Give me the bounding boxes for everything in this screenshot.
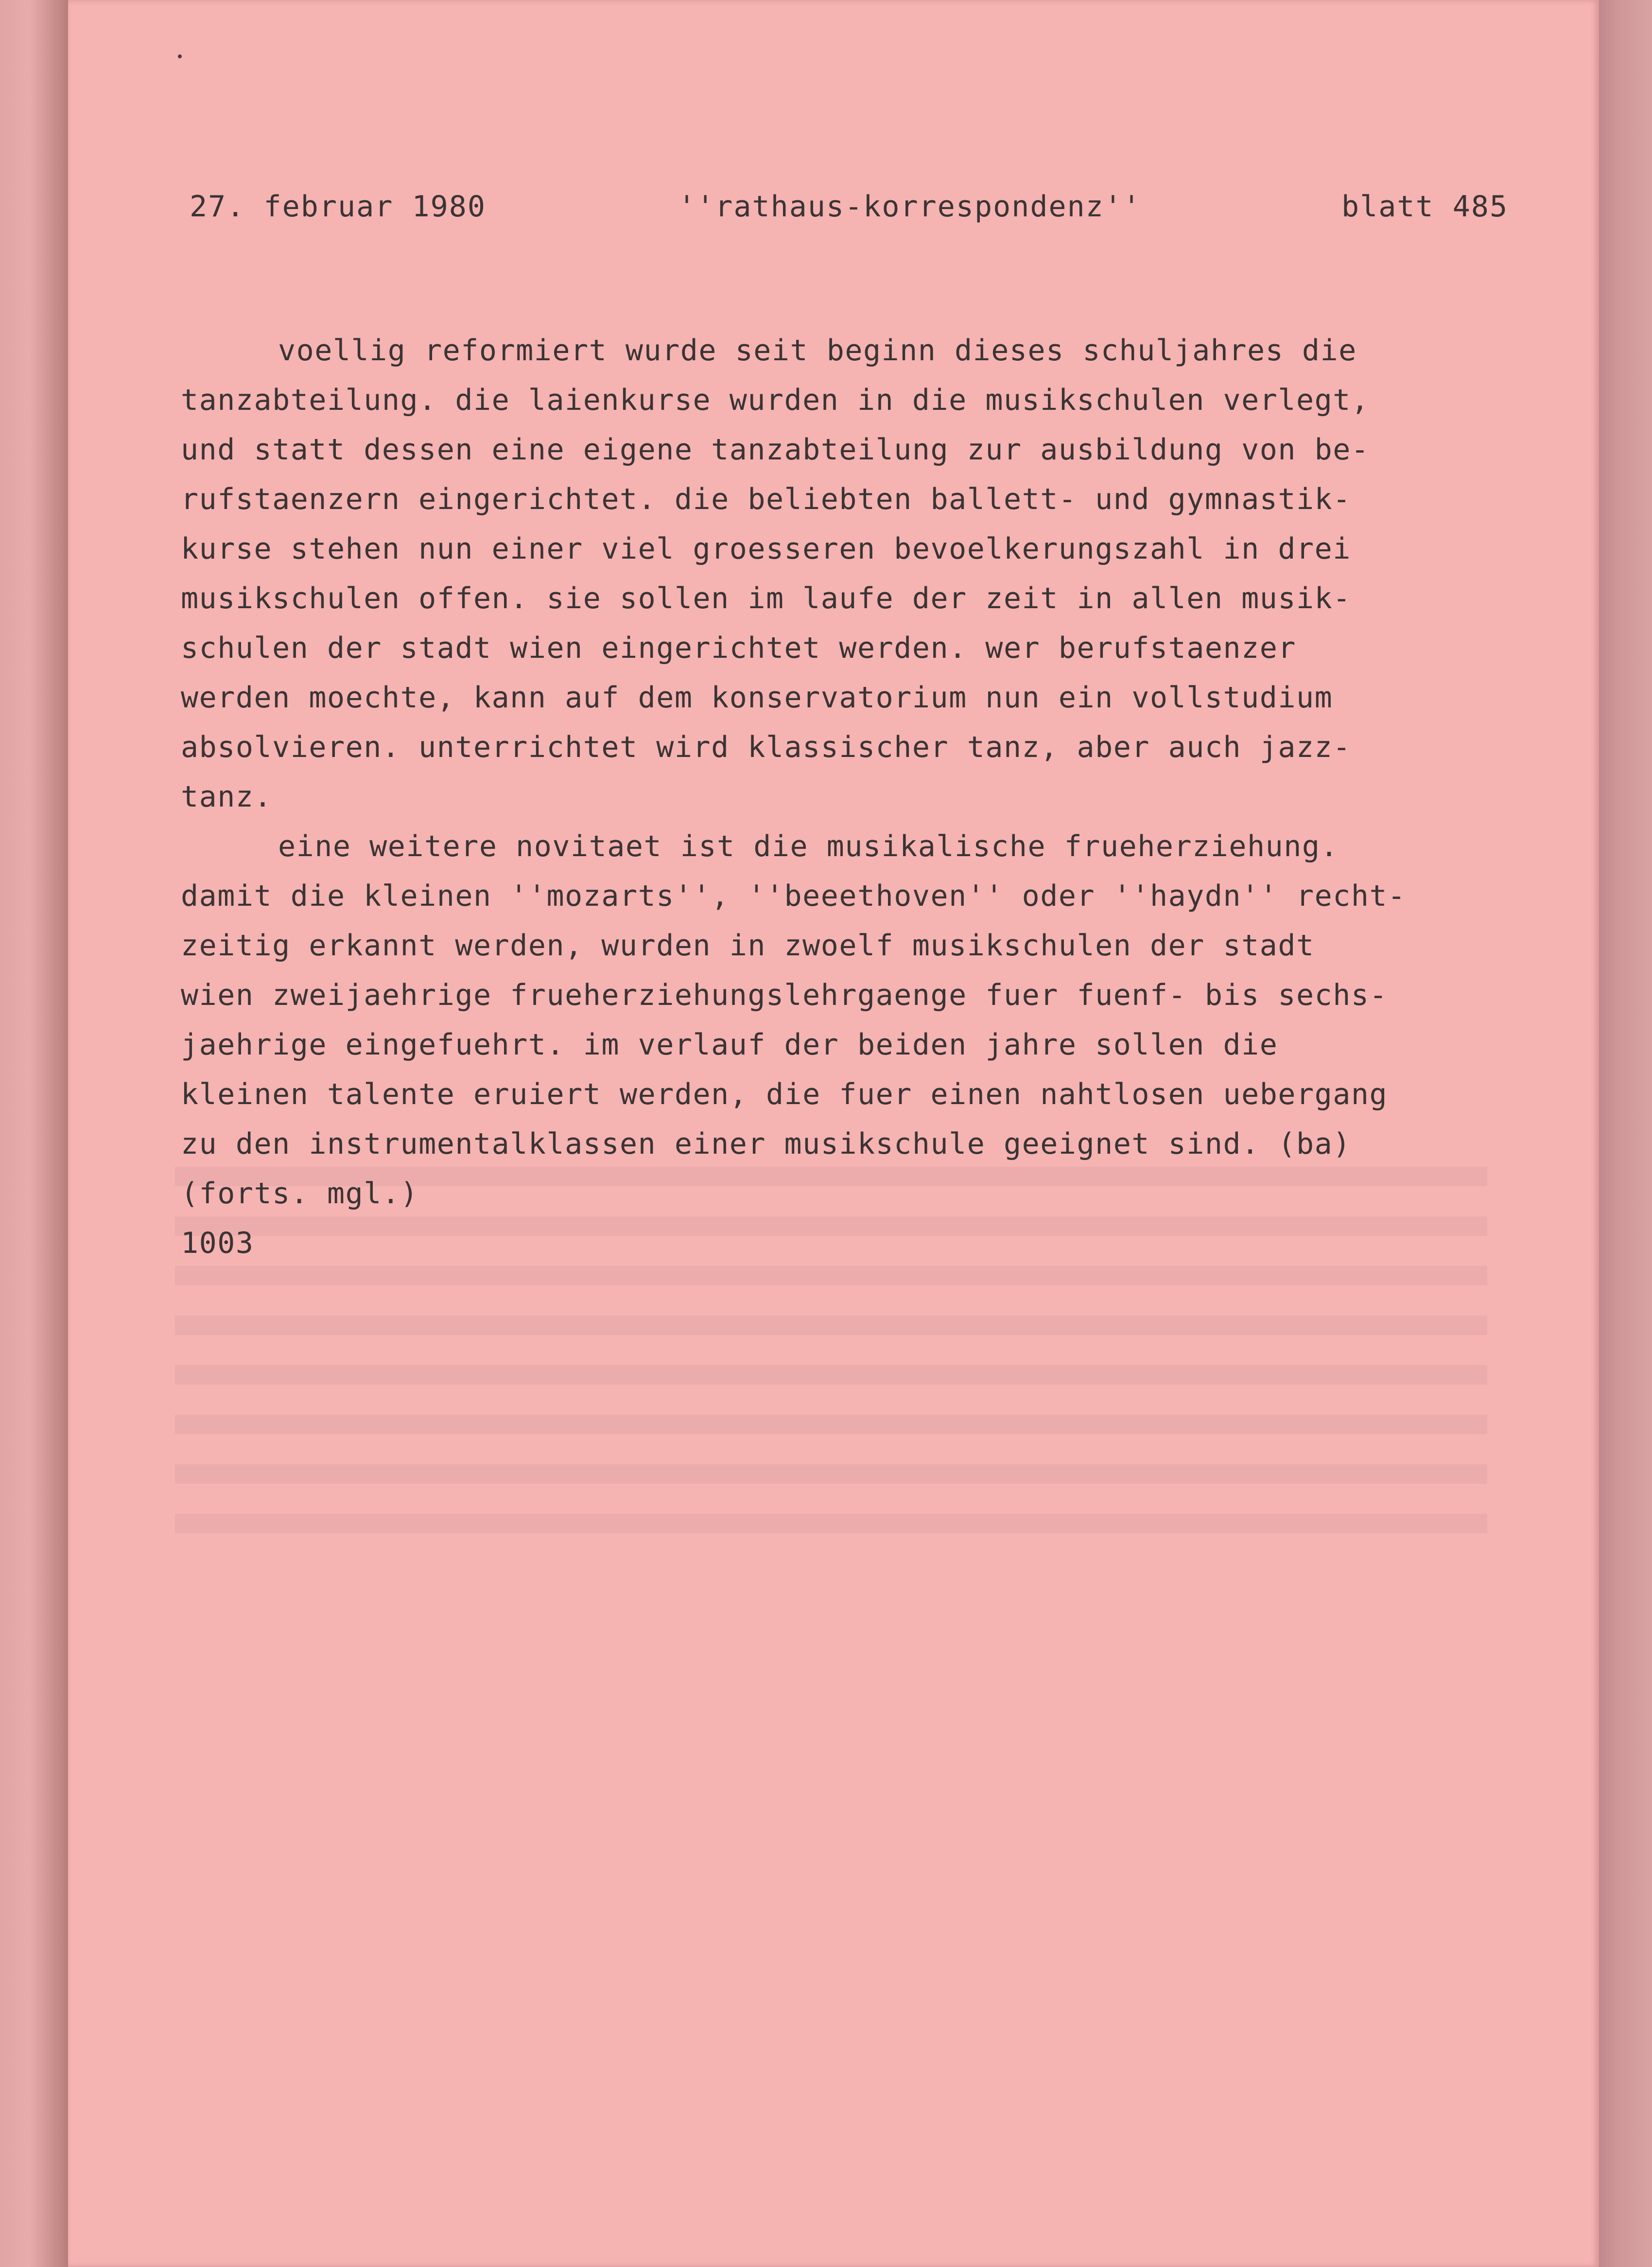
- body-line: absolvieren. unterrichtet wird klassischer tanz, aber auch jazz-: [181, 730, 1351, 764]
- body-line: zu den instrumentalklassen einer musikschule geeignet sind. (ba): [181, 1127, 1351, 1161]
- header-sheet-number: blatt 485: [1341, 190, 1509, 224]
- body-line: damit die kleinen ''mozarts'', ''beeethoven'' oder ''haydn'' recht-: [181, 879, 1406, 913]
- body-line: eine weitere novitaet ist die musikalische frueherziehung.: [278, 829, 1339, 863]
- body-line: kleinen talente eruiert werden, die fuer einen nahtlosen uebergang: [181, 1077, 1388, 1111]
- body-line: schulen der stadt wien eingerichtet werden. wer berufstaenzer: [181, 631, 1297, 665]
- body-line: voellig reformiert wurde seit beginn dieses schuljahres die: [278, 334, 1357, 368]
- body-line: zeitig erkannt werden, wurden in zwoelf musikschulen der stadt: [181, 929, 1315, 963]
- body-line: kurse stehen nun einer viel groesseren bevoelkerungszahl in drei: [181, 532, 1351, 566]
- body-line: und statt dessen eine eigene tanzabteilung zur ausbildung von be-: [181, 433, 1370, 467]
- body-line: wien zweijaehrige frueherziehungslehrgaenge fuer fuenf- bis sechs-: [181, 978, 1388, 1012]
- body-line: werden moechte, kann auf dem konservatorium nun ein vollstudium: [181, 681, 1333, 715]
- body-line: rufstaenzern eingerichtet. die beliebten ballett- und gymnastik-: [181, 482, 1351, 516]
- binding-edge: [0, 0, 68, 2267]
- article-body: [181, 326, 1542, 1268]
- header-publication: ''rathaus-korrespondenz'': [678, 190, 1142, 224]
- body-line: tanzabteilung. die laienkurse wurden in die musikschulen verlegt,: [181, 383, 1370, 417]
- document-code: 1003: [181, 1226, 254, 1260]
- header-date: 27. februar 1980: [190, 190, 486, 224]
- continuation-note: (forts. mgl.): [181, 1177, 419, 1211]
- body-line: jaehrige eingefuehrt. im verlauf der beiden jahre sollen die: [181, 1028, 1278, 1062]
- body-line: tanz.: [181, 780, 273, 814]
- body-line: musikschulen offen. sie sollen im laufe der zeit in allen musik-: [181, 581, 1351, 615]
- paper-speck: [178, 54, 182, 58]
- page-gutter: [1599, 0, 1652, 2267]
